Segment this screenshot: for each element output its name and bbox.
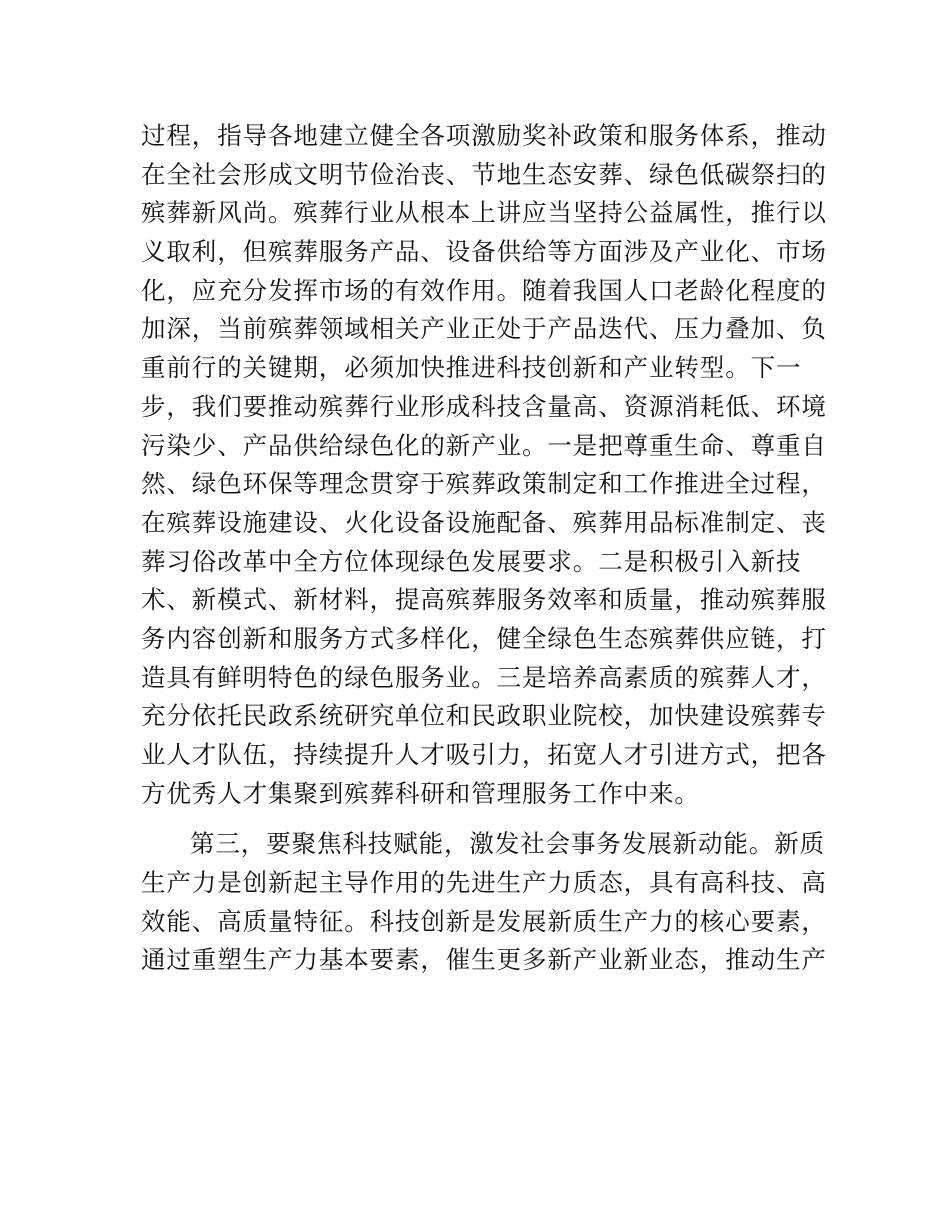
text-line: 重前行的关键期，必须加快推进科技创新和产业转型。下一 [141, 353, 802, 383]
paragraph-2 [141, 825, 827, 980]
text-line: 术、新模式、新材料，提高殡葬服务效率和质量，推动殡葬服 [141, 585, 827, 615]
paragraph-1 [141, 117, 827, 813]
text-line: 造具有鲜明特色的绿色服务业。三是培养高素质的殡葬人才， [141, 662, 827, 692]
text-line: 葬习俗改革中全方位体现绿色发展要求。二是积极引入新技 [141, 546, 802, 576]
text-line: 效能、高质量特征。科技创新是发展新质生产力的核心要素， [141, 906, 827, 936]
text-line: 化，应充分发挥市场的有效作用。随着我国人口老龄化程度的 [141, 275, 827, 305]
text-line: 生产力是创新起主导作用的先进生产力质态，具有高科技、高 [141, 868, 827, 898]
body-text [141, 117, 827, 980]
text-line: 通过重塑生产力基本要素，催生更多新产业新业态，推动生产 [141, 945, 827, 975]
paragraph-spacer [141, 813, 811, 825]
text-line: 过程，指导各地建立健全各项激励奖补政策和服务体系，推动 [141, 121, 827, 150]
text-line: 务内容创新和服务方式多样化，健全绿色生态殡葬供应链，打 [141, 623, 827, 653]
text-line: 方优秀人才集聚到殡葬科研和管理服务工作中来。 [141, 778, 700, 808]
text-line: 步，我们要推动殡葬行业形成科技含量高、资源消耗低、环境 [141, 391, 827, 421]
text-line: 殡葬新风尚。殡葬行业从根本上讲应当坚持公益属性，推行以 [141, 198, 827, 228]
text-line: 第三，要聚焦科技赋能，激发社会事务发展新动能。新质 [190, 829, 825, 859]
text-line: 污染少、产品供给绿色化的新产业。一是把尊重生命、尊重自 [141, 430, 827, 460]
text-line: 在殡葬设施建设、火化设备设施配备、殡葬用品标准制定、丧 [141, 507, 827, 537]
text-line: 义取利，但殡葬服务产品、设备供给等方面涉及产业化、市场 [141, 237, 827, 267]
text-line: 加深，当前殡葬领域相关产业正处于产品迭代、压力叠加、负 [141, 314, 827, 344]
text-line: 业人才队伍，持续提升人才吸引力，拓宽人才引进方式，把各 [141, 740, 827, 769]
text-line: 在全社会形成文明节俭治丧、节地生态安葬、绿色低碳祭扫的 [141, 159, 827, 189]
text-line: 充分依托民政系统研究单位和民政职业院校，加快建设殡葬专 [141, 701, 827, 731]
text-line: 然、绿色环保等理念贯穿于殡葬政策制定和工作推进全过程， [141, 469, 827, 499]
